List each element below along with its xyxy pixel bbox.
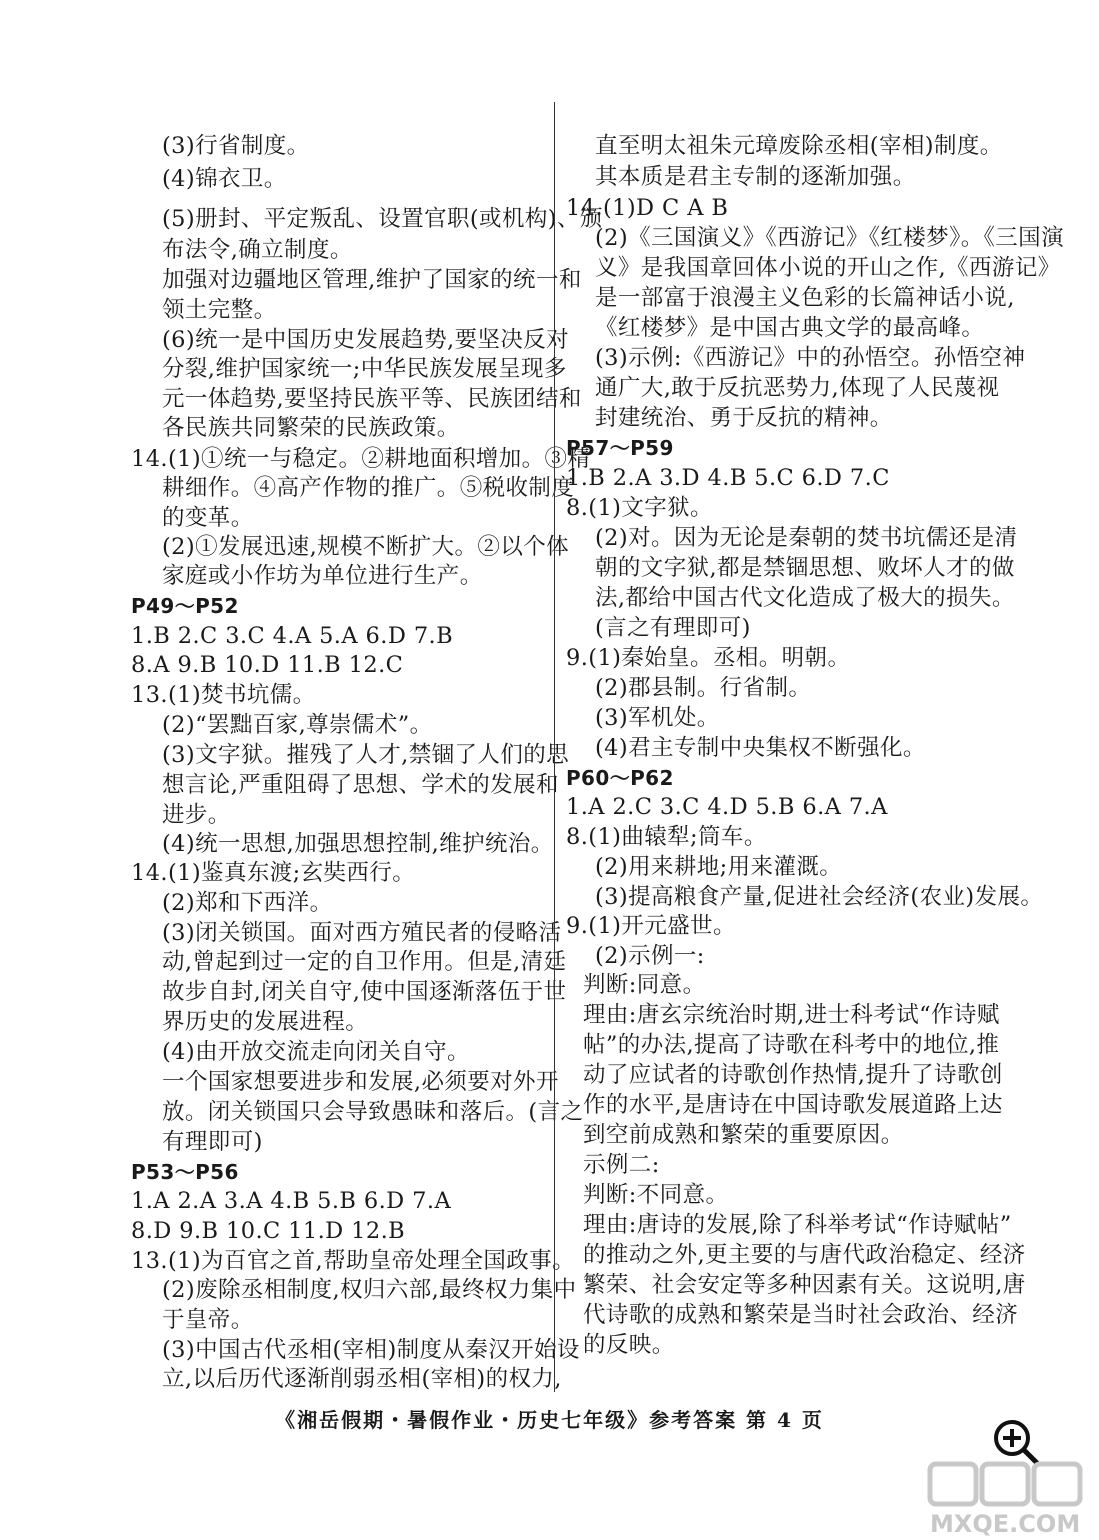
answer-line: 耕细作。④高产作物的推广。⑤税收制度 [162,475,575,501]
column-divider [554,102,555,1392]
answer-line: 于皇帝。 [162,1307,254,1333]
answer-line: 界历史的发展进程。 [162,1009,369,1035]
answer-line: 1.A 2.C 3.C 4.D 5.B 6.A 7.A [566,794,888,820]
answer-line: 家庭或小作坊为单位进行生产。 [162,563,483,589]
answer-line: (3)闭关锁国。面对西方殖民者的侵略活 [162,920,562,946]
answer-line: 直至明太祖朱元璋废除丞相(宰相)制度。 [595,133,1003,159]
answer-line: 通广大,敢于反抗恶势力,体现了人民蔑视 [595,375,1000,401]
answer-line: 加强对边疆地区管理,维护了国家的统一和 [162,267,582,293]
answer-line: 到空前成熟和繁荣的重要原因。 [583,1122,904,1148]
answer-line: 放。闭关锁国只会导致愚昧和落后。(言之 [162,1099,584,1125]
section-heading: P60～P62 [566,766,674,790]
answer-line: 8.(1)曲辕犁;筒车。 [566,824,767,850]
answer-line: 朝的文字狱,都是禁锢思想、败坏人才的做 [595,555,1015,581]
answer-line: 的变革。 [162,505,254,531]
answer-line: 繁荣、社会安定等多种因素有关。这说明,唐 [583,1272,1026,1298]
answer-line: (2)①发展迅速,规模不断扩大。②以个体 [162,534,570,560]
answer-line: (2)对。因为无论是秦朝的焚书坑儒还是清 [595,525,1018,551]
answer-line: (言之有理即可) [595,615,751,641]
mxqe-watermark-logo [900,1460,1099,1536]
answer-line: 布法令,确立制度。 [162,237,353,263]
answer-line: 义》是我国章回体小说的开山之作,《西游记》 [595,255,1061,281]
answer-line: 分裂,维护国家统一;中华民族发展呈现多 [162,356,567,382]
answer-line: (2)废除丞相制度,权归六部,最终权力集中 [162,1277,577,1303]
answer-line: (3)军机处。 [595,705,720,731]
answer-line: (2)用来耕地;用来灌溉。 [595,854,843,880]
answer-line: 元一体趋势,要坚持民族平等、民族团结和 [162,386,582,412]
answer-line: 判断:同意。 [583,972,706,998]
answer-line: 法,都给中国古代文化造成了极大的损失。 [595,585,1015,611]
answer-line: 立,以后历代逐渐削弱丞相(宰相)的权力, [162,1366,562,1392]
answer-line: 示例二: [583,1152,660,1178]
answer-line: 故步自封,闭关自守,使中国逐渐落伍于世 [162,979,567,1005]
answer-line: (4)统一思想,加强思想控制,维护统治。 [162,831,554,857]
answer-line: 判断:不同意。 [583,1182,729,1208]
answer-line: 动了应试者的诗歌创作热情,提升了诗歌创 [583,1062,1003,1088]
answer-line: 进步。 [162,802,231,828]
answer-line: 作的水平,是唐诗在中国诗歌发展道路上达 [583,1092,1003,1118]
answer-line: (2)《三国演义》《西游记》《红楼梦》。《三国演 [595,225,1064,251]
answer-line: (4)君主专制中央集权不断强化。 [595,735,926,761]
answer-line: 各民族共同繁荣的民族政策。 [162,415,460,441]
answer-line: 1.B 2.C 3.C 4.A 5.A 6.D 7.B [131,623,454,649]
answer-line: (3)文字狱。摧残了人才,禁锢了人们的思 [162,742,570,768]
answer-line: 14.(1)①统一与稳定。②耕地面积增加。③精 [131,446,591,472]
answer-line: 有理即可) [162,1129,263,1155]
answer-line: (5)册封、平定叛乱、设置官职(或机构)、颁 [162,206,603,232]
answer-line: 想言论,严重阻碍了思想、学术的发展和 [162,772,559,798]
answer-line: (3)提高粮食产量,促进社会经济(农业)发展。 [595,884,1044,910]
answer-line: (4)由开放交流走向闭关自守。 [162,1039,470,1065]
answer-line: 1.A 2.A 3.A 4.B 5.B 6.D 7.A [131,1188,452,1214]
answer-line: (2)示例一: [595,943,705,969]
answer-line: 1.B 2.A 3.D 4.B 5.C 6.D 7.C [566,465,890,491]
answer-line: (2)“罢黜百家,尊崇儒术”。 [162,712,433,738]
answer-line: 领土完整。 [162,297,277,323]
answer-line: 帖”的办法,提高了诗歌在科考中的地位,推 [583,1032,1000,1058]
answer-line: (3)行省制度。 [162,133,310,159]
answer-line: 14.(1)鉴真东渡;玄奘西行。 [131,860,416,886]
answer-line: (3)示例:《西游记》中的孙悟空。孙悟空神 [595,345,1026,371]
answer-line: 代诗歌的成熟和繁荣是当时社会政治、经济 [583,1302,1019,1328]
answer-line: 8.(1)文字狱。 [566,495,713,521]
section-heading: P49～P52 [131,594,239,618]
answer-line: (4)锦衣卫。 [162,166,287,192]
answer-line: 9.(1)开元盛世。 [566,913,736,939]
answer-line: (2)郡县制。行省制。 [595,675,812,701]
page-footer: 《湘岳假期・暑假作业・历史七年级》参考答案 第 4 页 [275,1408,824,1432]
answer-line: 8.D 9.B 10.C 11.D 12.B [131,1218,406,1244]
section-heading: P53～P56 [131,1160,239,1184]
answer-line: 的推动之外,更主要的与唐代政治稳定、经济 [583,1242,1026,1268]
watermark-text: MXQE.COM [930,1510,1081,1536]
answer-line: 《红楼梦》是中国古典文学的最高峰。 [595,315,985,341]
answer-line: 一个国家想要进步和发展,必须要对外开 [162,1069,559,1095]
answer-line: (3)中国古代丞相(宰相)制度从秦汉开始设 [162,1337,580,1363]
answer-line: 理由:唐诗的发展,除了科举考试“作诗赋帖” [583,1212,1012,1238]
answer-line: 是一部富于浪漫主义色彩的长篇神话小说, [595,285,1015,311]
section-heading: P57～P59 [566,436,674,460]
answer-line: 9.(1)秦始皇。丞相。明朝。 [566,645,851,671]
answer-line: 14.(1)D C A B [566,195,729,221]
answer-line: (2)郑和下西洋。 [162,890,333,916]
answer-line: 13.(1)焚书坑儒。 [131,682,316,708]
answer-line: 理由:唐玄宗统治时期,进士科考试“作诗赋 [583,1002,1000,1028]
answer-line: 的反映。 [583,1332,675,1358]
answer-line: (6)统一是中国历史发展趋势,要坚决反对 [162,327,570,353]
answer-line: 其本质是君主专制的逐渐加强。 [595,164,916,190]
answer-line: 13.(1)为百官之首,帮助皇帝处理全国政事。 [131,1248,576,1274]
answer-line: 封建统治、勇于反抗的精神。 [595,405,893,431]
answer-line: 动,曾起到过一定的自卫作用。但是,清廷 [162,949,567,975]
answer-line: 8.A 9.B 10.D 11.B 12.C [131,652,404,678]
